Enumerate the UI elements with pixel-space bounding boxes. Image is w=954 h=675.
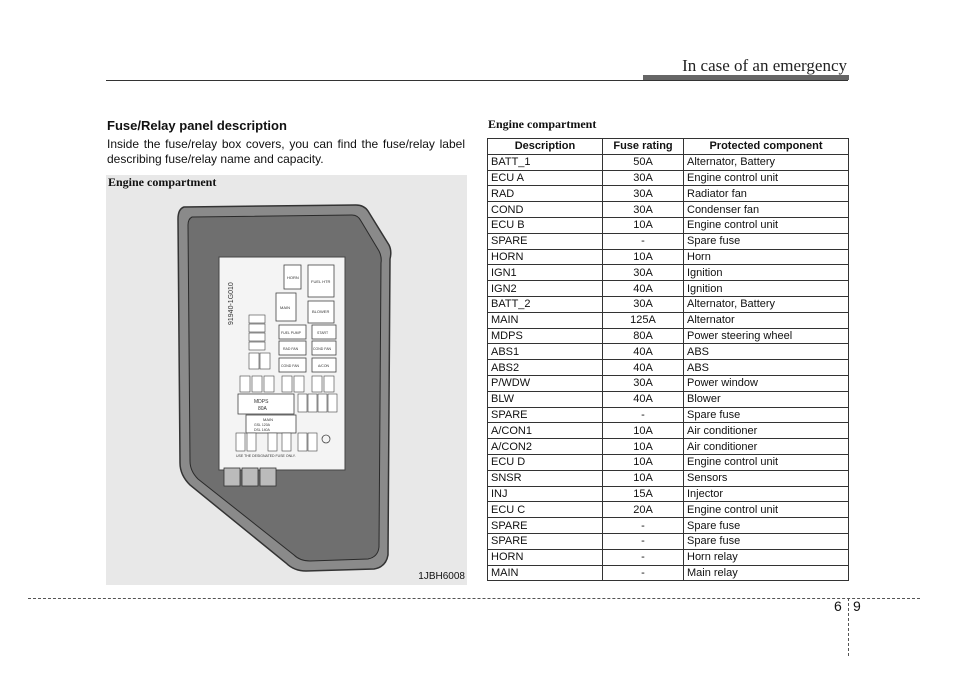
fuse-description: ABS1 <box>488 344 603 360</box>
fuse-rating: 50A <box>603 154 684 170</box>
fuse-description: COND <box>488 202 603 218</box>
lower-fuse-group <box>236 433 317 451</box>
table-row <box>488 549 849 565</box>
fuse-description: P/WDW <box>488 375 603 391</box>
protected-component: ABS <box>684 344 849 360</box>
table-row <box>488 391 849 407</box>
fuse-rating: - <box>603 233 684 249</box>
table-row <box>488 533 849 549</box>
table-row <box>488 328 849 344</box>
table-row <box>488 217 849 233</box>
main-label: MAIN <box>263 417 273 422</box>
table-row <box>488 249 849 265</box>
fuse-rating: 40A <box>603 391 684 407</box>
table-row <box>488 375 849 391</box>
panel-note: USE THE DESIGNATED FUSE ONLY. <box>236 454 296 458</box>
fuse-rating: 20A <box>603 502 684 518</box>
fuse-rating: 40A <box>603 281 684 297</box>
relay-label-blower: BLOWER <box>312 309 330 314</box>
protected-component: Main relay <box>684 565 849 581</box>
footer-dashed-rule <box>28 598 920 599</box>
fuse-rating: 40A <box>603 360 684 376</box>
protected-component: Engine control unit <box>684 502 849 518</box>
page-number: 9 <box>853 598 861 614</box>
fuse-rating: 10A <box>603 439 684 455</box>
mdps-label: MDPS <box>254 399 269 405</box>
section-title: Fuse/Relay panel description <box>107 118 287 133</box>
figure-label: Engine compartment <box>108 175 217 189</box>
fuse-description: MDPS <box>488 328 603 344</box>
fuse-rating: - <box>603 565 684 581</box>
relay-label-cond-fan-2: COND FAN <box>281 364 300 368</box>
protected-component: Spare fuse <box>684 518 849 534</box>
header-description: Description <box>488 139 603 155</box>
fuse-description: MAIN <box>488 565 603 581</box>
fuse-description: BATT_2 <box>488 296 603 312</box>
bottom-connectors <box>224 468 276 486</box>
fuse-rating: 80A <box>603 328 684 344</box>
protected-component: Sensors <box>684 470 849 486</box>
fuse-description: MAIN <box>488 312 603 328</box>
protected-component: Engine control unit <box>684 454 849 470</box>
table-row <box>488 312 849 328</box>
table-row <box>488 233 849 249</box>
protected-component: Spare fuse <box>684 233 849 249</box>
header-rule <box>106 80 848 81</box>
table-row <box>488 454 849 470</box>
main-line1: GSL 120A <box>254 423 271 427</box>
fuse-rating: - <box>603 549 684 565</box>
fuse-description: HORN <box>488 249 603 265</box>
table-row <box>488 407 849 423</box>
protected-component: Air conditioner <box>684 423 849 439</box>
relay-label-acon: A/CON <box>318 364 330 368</box>
fuse-rating: 10A <box>603 454 684 470</box>
fuse-description: A/CON1 <box>488 423 603 439</box>
table-row <box>488 518 849 534</box>
header-accent-bar <box>643 75 849 80</box>
table-row <box>488 202 849 218</box>
protected-component: Air conditioner <box>684 439 849 455</box>
fuse-box-illustration <box>106 175 467 585</box>
mdps-rating: 80A <box>258 406 267 412</box>
relay-label-fuel-htr: FUEL HTR <box>311 279 331 284</box>
fuse-rating: 30A <box>603 296 684 312</box>
table-row <box>488 170 849 186</box>
table-row <box>488 470 849 486</box>
fuse-description: IGN1 <box>488 265 603 281</box>
fuse-description: SNSR <box>488 470 603 486</box>
table-row <box>488 565 849 581</box>
table-row <box>488 439 849 455</box>
fuse-description: INJ <box>488 486 603 502</box>
protected-component: Alternator, Battery <box>684 154 849 170</box>
fuse-description: ECU C <box>488 502 603 518</box>
protected-component: Condenser fan <box>684 202 849 218</box>
fuse-rating: 30A <box>603 375 684 391</box>
header-fuse-rating: Fuse rating <box>603 139 684 155</box>
table-row <box>488 502 849 518</box>
fuse-description: ECU B <box>488 217 603 233</box>
part-number-text: 91940-1G010 <box>228 282 235 325</box>
protected-component: Horn <box>684 249 849 265</box>
fuse-rating: 30A <box>603 170 684 186</box>
fuse-rating: 10A <box>603 217 684 233</box>
relay-label-fuel-pump: FUEL PUMP <box>281 331 301 335</box>
protected-component: Radiator fan <box>684 186 849 202</box>
section-body: Inside the fuse/relay box covers, you can find the fuse/relay label describing fuse/relay name and capacity. <box>107 137 465 166</box>
fuse-rating: 30A <box>603 186 684 202</box>
fuse-box-figure <box>106 175 467 585</box>
table-row <box>488 265 849 281</box>
fuse-description: SPARE <box>488 407 603 423</box>
protected-component: Engine control unit <box>684 217 849 233</box>
fuse-description: BATT_1 <box>488 154 603 170</box>
table-row <box>488 281 849 297</box>
fuse-description: A/CON2 <box>488 439 603 455</box>
table-row <box>488 186 849 202</box>
fuse-rating: 125A <box>603 312 684 328</box>
fuse-description: HORN <box>488 549 603 565</box>
fuse-description: RAD <box>488 186 603 202</box>
fuse-description: SPARE <box>488 518 603 534</box>
fuse-description: SPARE <box>488 233 603 249</box>
vertical-fuse-row <box>240 376 334 392</box>
table-row <box>488 154 849 170</box>
fuse-description: IGN2 <box>488 281 603 297</box>
relay-label-horn: HORN <box>287 275 299 280</box>
protected-component: Spare fuse <box>684 533 849 549</box>
fuse-rating: - <box>603 407 684 423</box>
protected-component: Horn relay <box>684 549 849 565</box>
table-row <box>488 360 849 376</box>
fuse-rating: 10A <box>603 423 684 439</box>
fuse-rating: 40A <box>603 344 684 360</box>
header-protected-component: Protected component <box>684 139 849 155</box>
page-header-title: In case of an emergency <box>682 56 847 75</box>
relay-label-main: MAIN <box>280 305 290 310</box>
fuse-table-header-row <box>488 139 849 155</box>
fuse-table-body <box>488 154 849 581</box>
protected-component: Alternator, Battery <box>684 296 849 312</box>
relay-label-start: START <box>317 331 329 335</box>
table-row <box>488 423 849 439</box>
protected-component: Engine control unit <box>684 170 849 186</box>
table-caption: Engine compartment <box>488 117 597 131</box>
fuse-rating: 10A <box>603 249 684 265</box>
protected-component: Power steering wheel <box>684 328 849 344</box>
protected-component: Injector <box>684 486 849 502</box>
protected-component: Blower <box>684 391 849 407</box>
fuse-description: ECU D <box>488 454 603 470</box>
fuse-rating: 30A <box>603 265 684 281</box>
fuse-description: ABS2 <box>488 360 603 376</box>
relay-label-cond-fan: COND FAN <box>313 347 332 351</box>
protected-component: Power window <box>684 375 849 391</box>
fuse-table <box>487 138 849 581</box>
fuse-rating: - <box>603 533 684 549</box>
table-row <box>488 296 849 312</box>
fuse-description: ECU A <box>488 170 603 186</box>
fuse-description: BLW <box>488 391 603 407</box>
footer-vertical-rule <box>848 598 849 656</box>
chapter-number: 6 <box>834 598 842 614</box>
protected-component: ABS <box>684 360 849 376</box>
relay-label-rad-fan: RAD FAN <box>283 347 299 351</box>
fuse-rating: 15A <box>603 486 684 502</box>
protected-component: Ignition <box>684 281 849 297</box>
fuse-rating: - <box>603 518 684 534</box>
protected-component: Ignition <box>684 265 849 281</box>
protected-component: Spare fuse <box>684 407 849 423</box>
protected-component: Alternator <box>684 312 849 328</box>
fuse-rating: 30A <box>603 202 684 218</box>
fuse-rating: 10A <box>603 470 684 486</box>
figure-code: 1JBH6008 <box>418 571 465 582</box>
fuse-description: SPARE <box>488 533 603 549</box>
table-row <box>488 486 849 502</box>
table-row <box>488 344 849 360</box>
main-line2: DSL 140A <box>254 428 270 432</box>
